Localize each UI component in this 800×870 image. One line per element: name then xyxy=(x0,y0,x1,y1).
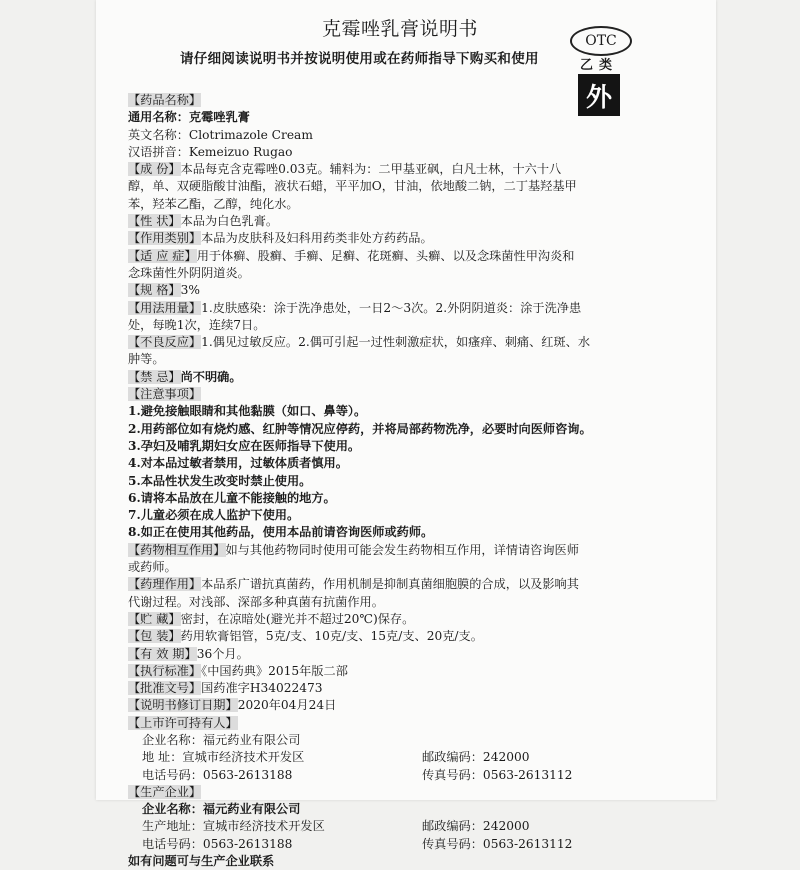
storage-text: 密封，在凉暗处(避光并不超过20℃)保存。 xyxy=(180,611,415,626)
dosage-text-1: 1.皮肤感染：涂于洗净患处，一日2～3次。2.外阴阴道炎：涂于洗净患 xyxy=(201,300,582,315)
ingredients-text-1: 本品每克含克霉唑0.03克。辅料为：二甲基亚砜，白凡士林，十六十八 xyxy=(180,162,562,177)
indications-text-2: 念珠菌性外阴阴道炎。 xyxy=(128,265,250,280)
adverse-text-1: 1.偶见过敏反应。2.偶可引起一过性刺激症状，如瘙痒、刺痛、红斑、水 xyxy=(201,335,591,350)
section-header-manufacturer: 【生产企业】 xyxy=(128,784,202,799)
revision-text: 2020年04月24日 xyxy=(237,698,337,713)
section-header-storage: 【贮 藏】 xyxy=(128,611,181,626)
mah-postcode: 邮政编码：242000 xyxy=(422,750,530,765)
otc-class-label: 乙类 xyxy=(580,58,619,73)
section-header-drug-name: 【药品名称】 xyxy=(128,93,202,107)
precaution-item: 8.如正在使用其他药品，使用本品前请咨询医师或药师。 xyxy=(128,525,434,540)
pharmacology-text-2: 代谢过程。对浅部、深部多种真菌有抗菌作用。 xyxy=(128,594,384,609)
section-header-interactions: 【药物相互作用】 xyxy=(128,542,226,557)
document-title: 克霉唑乳膏说明书 xyxy=(321,18,478,40)
interactions-text-1: 如与其他药物同时使用可能会发生药物相互作用，详情请咨询医师 xyxy=(225,542,579,557)
section-header-contraindications: 【禁 忌】 xyxy=(128,369,181,384)
mah-phone: 电话号码：0563-2613188 xyxy=(142,767,293,782)
section-header-approval: 【批准文号】 xyxy=(128,681,202,696)
ingredients-text-3: 苯，羟苯乙酯，乙醇，纯化水。 xyxy=(128,196,299,211)
appearance-text: 本品为白色乳膏。 xyxy=(180,214,279,229)
generic-name: 通用名称：克霉唑乳膏 xyxy=(128,110,250,125)
precaution-item: 2.用药部位如有烧灼感、红肿等情况应停药，并将局部药物洗净，必要时向医师咨询。 xyxy=(128,421,592,436)
section-header-indications: 【适 应 症】 xyxy=(128,248,197,263)
precaution-item: 6.请将本品放在儿童不能接触的地方。 xyxy=(128,490,336,505)
english-name: 英文名称：Clotrimazole Cream xyxy=(128,127,313,142)
manufacturer-address: 生产地址：宣城市经济技术开发区 xyxy=(142,819,325,834)
ingredients-text-2: 醇，单、双硬脂酸甘油酯，液状石蜡，平平加O，甘油，依地酸二钠，二丁基羟基甲 xyxy=(128,179,577,194)
section-header-spec: 【规 格】 xyxy=(128,283,181,298)
indications-text-1: 用于体癣、股癣、手癣、足癣、花斑癣、头癣、以及念珠菌性甲沟炎和 xyxy=(196,248,575,263)
package-text: 药用软膏铝管，5克/支、10克/支、15克/支、20克/支。 xyxy=(180,629,483,644)
contraindications-text: 尚不明确。 xyxy=(180,369,242,384)
section-header-ingredients: 【成 份】 xyxy=(128,162,181,177)
section-header-mah: 【上市许可持有人】 xyxy=(128,715,238,730)
section-header-revision: 【说明书修订日期】 xyxy=(128,698,238,713)
standard-text: 《中国药典》2015年版二部 xyxy=(201,663,348,678)
approval-text: 国药准字H34022473 xyxy=(201,681,323,696)
section-header-pharmacology: 【药理作用】 xyxy=(128,577,202,592)
precaution-item: 5.本品性状发生改变时禁止使用。 xyxy=(128,473,312,488)
section-header-dosage: 【用法用量】 xyxy=(128,300,202,315)
section-header-category: 【作用类别】 xyxy=(128,231,202,246)
validity-text: 36个月。 xyxy=(196,646,249,661)
mah-address: 地 址：宣城市经济技术开发区 xyxy=(142,750,305,765)
section-header-precautions: 【注意事项】 xyxy=(128,387,202,402)
manufacturer-company: 企业名称：福元药业有限公司 xyxy=(142,802,301,817)
dosage-text-2: 处，每晚1次，连续7日。 xyxy=(128,317,266,332)
leaflet-content xyxy=(128,92,658,870)
precaution-item: 1.避免接触眼睛和其他黏膜（如口、鼻等）。 xyxy=(128,404,367,419)
otc-label: OTC xyxy=(585,33,617,49)
precaution-item: 4.对本品过敏者禁用，过敏体质者慎用。 xyxy=(128,456,348,471)
manufacturer-postcode: 邮政编码：242000 xyxy=(422,819,530,834)
section-header-appearance: 【性 状】 xyxy=(128,214,181,229)
otc-logo xyxy=(570,26,632,56)
pinyin-name: 汉语拼音：Kemeizuo Rugao xyxy=(128,144,293,159)
section-header-adverse: 【不良反应】 xyxy=(128,335,202,350)
section-header-standard: 【执行标准】 xyxy=(128,663,202,678)
mah-company: 企业名称：福元药业有限公司 xyxy=(142,732,301,747)
precaution-item: 3.孕妇及哺乳期妇女应在医师指导下使用。 xyxy=(128,438,361,453)
manufacturer-phone: 电话号码：0563-2613188 xyxy=(142,836,293,851)
pharmacology-text-1: 本品系广谱抗真菌药，作用机制是抑制真菌细胞膜的合成，以及影响其 xyxy=(201,577,579,592)
footer-contact-note: 如有问题可与生产企业联系 xyxy=(128,854,275,869)
mah-fax: 传真号码：0563-2613112 xyxy=(422,767,573,782)
interactions-text-2: 或药师。 xyxy=(128,560,177,575)
external-use-badge: 外 xyxy=(578,74,620,116)
precaution-item: 7.儿童必须在成人监护下使用。 xyxy=(128,508,300,523)
spec-text: 3% xyxy=(180,283,200,298)
manufacturer-fax: 传真号码：0563-2613112 xyxy=(422,836,573,851)
section-header-package: 【包 装】 xyxy=(128,629,181,644)
adverse-text-2: 肿等。 xyxy=(128,352,165,367)
document-subtitle: 请仔细阅读说明书并按说明使用或在药师指导下购买和使用 xyxy=(180,51,539,67)
section-header-validity: 【有 效 期】 xyxy=(128,646,197,661)
category-text: 本品为皮肤科及妇科用药类非处方药药品。 xyxy=(201,231,433,246)
